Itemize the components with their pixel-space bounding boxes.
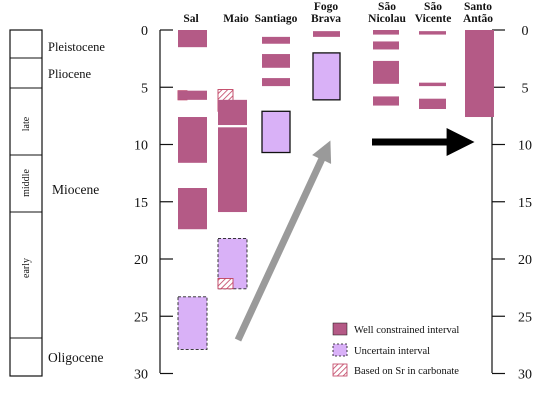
legend-swatch-uncertain [333,344,347,356]
left-axis-tick-label: 25 [134,310,148,326]
interval-uncertain-fogo [313,53,340,100]
interval-well-saonicolau [373,30,399,35]
interval-well-sal [178,188,207,229]
strat-box [10,30,42,376]
strat-column [10,30,105,376]
interval-well-saovicente [419,31,446,34]
interval-well-santiago [262,37,290,44]
left-axis-tick-label: 10 [134,138,148,154]
legend-swatch-well [333,323,347,335]
left-axis-tick-label: 0 [141,24,148,39]
island-label-saovicente: São Vicente [414,1,452,25]
island-label-santiago: Santiago [254,13,298,25]
island-label-saonicolau: São Nicolau [368,1,406,25]
island-label-fogo: Fogo Brava [310,1,342,25]
island-label-sal: Sal [183,13,199,25]
island-label-maio: Maio [223,13,249,25]
left-axis-tick-label: 30 [134,367,148,383]
interval-well-saonicolau [373,61,399,84]
interval-well-maio [218,127,247,212]
legend [333,323,459,377]
legend-label-uncertain: Uncertain interval [354,346,431,357]
island-label-santoantao: Santo Antão [462,1,494,25]
right-axis-tick-label: 25 [518,310,532,326]
intervals [178,30,494,349]
interval-well-maio [218,100,247,125]
legend-swatch-hatch [333,364,347,376]
right-axis-tick-label: 30 [518,367,532,383]
interval-well-santiago [262,78,290,86]
island-labels [183,1,493,25]
right-axis-tick-label: 10 [518,138,532,154]
subdivision-early: early [21,258,32,278]
legend-label-hatch: Based on Sr in carbonate [354,366,459,377]
legend-label-well: Well constrained interval [354,325,460,336]
interval-uncertain-sal [178,297,207,350]
subdivision-middle: middle [21,169,32,197]
interval-well-saonicolau [373,96,399,105]
interval-well-sal [178,117,207,163]
interval-well-saonicolau [373,41,399,49]
left-axis-tick-label: 15 [134,195,148,211]
interval-well-santoantao [465,30,494,117]
epoch-oligocene: Oligocene [48,350,104,365]
right-axis [492,24,532,383]
epoch-pleistocene: Pleistocene [48,40,105,54]
interval-uncertain-santiago [262,111,290,152]
left-axis [134,24,173,383]
interval-well-santiago [262,54,290,68]
interval-well-saovicente [419,83,446,86]
interval-well-saovicente [419,99,446,109]
epoch-pliocene: Pliocene [48,67,92,81]
epoch-miocene: Miocene [52,182,100,197]
left-axis-tick-label: 20 [134,253,148,268]
right-axis-tick-label: 0 [521,24,529,39]
age-progression-arrow [238,150,326,340]
interval-well-sal [178,91,207,100]
right-axis-tick-label: 5 [521,81,529,97]
left-axis-tick-label: 5 [141,81,148,97]
interval-well-fogo [313,31,340,37]
right-axis-tick-label: 20 [518,253,532,268]
right-axis-tick-label: 15 [518,195,532,211]
interval-sr-carbonate-maio [218,278,233,288]
subdivision-late: late [21,116,32,132]
interval-well-sal [178,30,207,47]
